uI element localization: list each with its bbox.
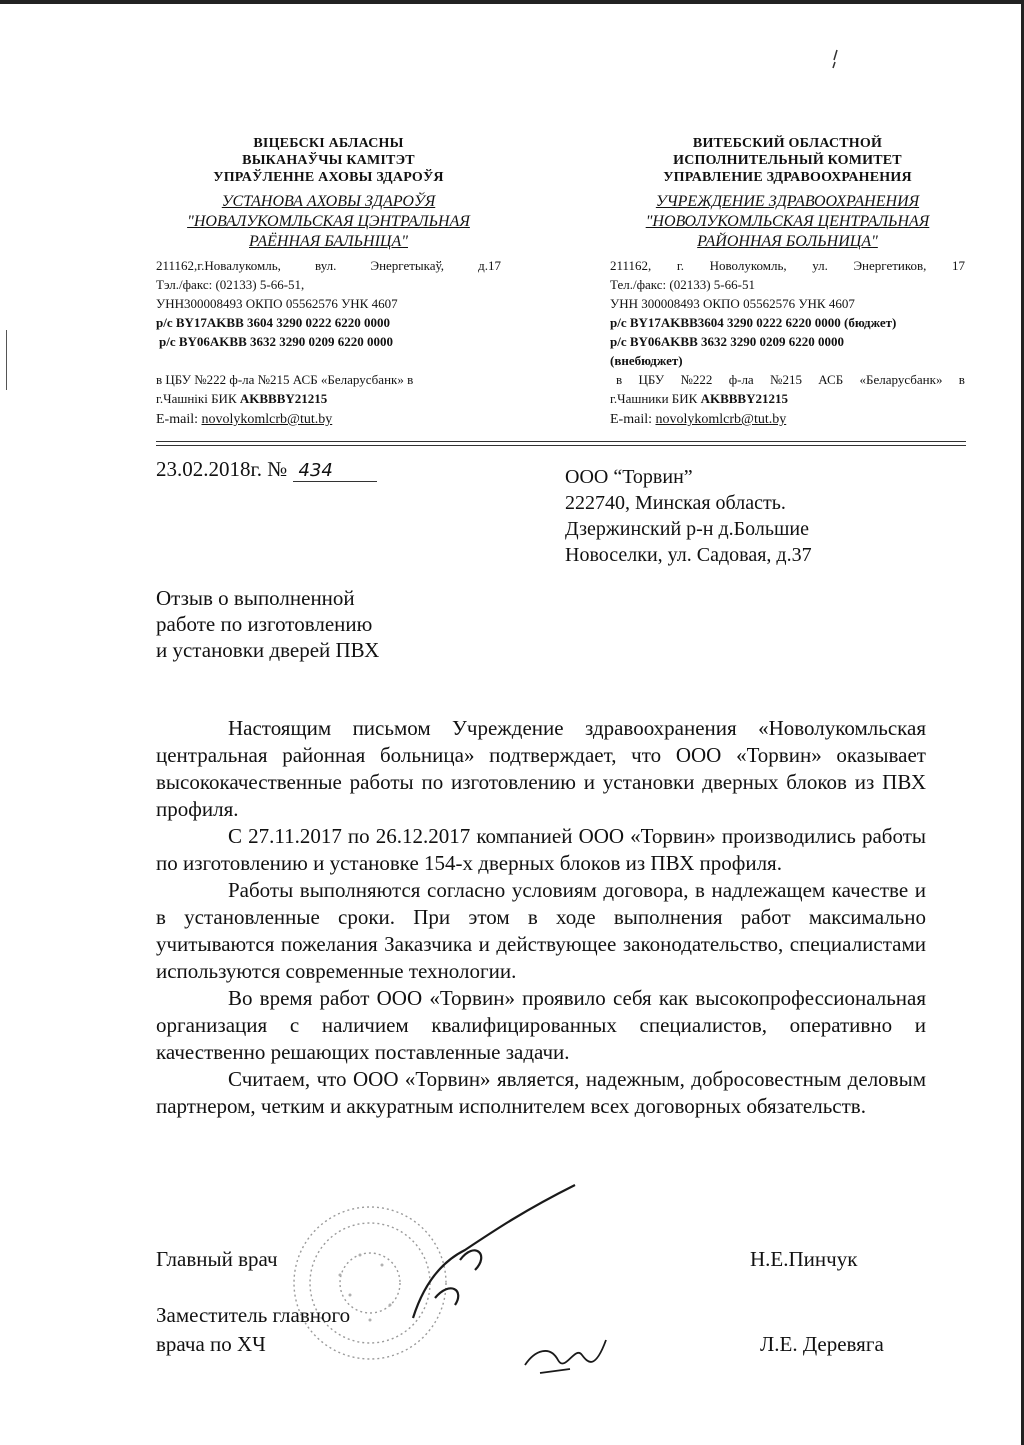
subject-line: работе по изготовлению (156, 612, 373, 636)
letter-date (156, 457, 377, 482)
subject-line: и установки дверей ПВХ (156, 638, 380, 662)
ids-line: УНН 300008493 ОКПО 05562576 УНК 4607 (610, 296, 855, 311)
letter-subject (156, 585, 379, 663)
email-link[interactable]: novolykomlcrb@tut.by (655, 412, 787, 427)
account-line: р/с BY06AKBB 3632 3290 0209 6220 0000 (610, 334, 845, 349)
chief-name: Н.Е.Пинчук (750, 1247, 858, 1271)
letterhead-org (610, 135, 965, 186)
body-paragraph: Во время работ ООО «Торвин» проявило себя как высокопрофессиональная организация с наличием квалифицированных специалистов, оперативно и качественно решающих поставленные задачи. (156, 986, 926, 1064)
bik-line: г.Чашнікі БИК AKBBBY21215 (156, 391, 328, 406)
letterhead-russian (610, 135, 965, 429)
recipient-address (565, 464, 812, 568)
institution-line: "НОВАЛУКОМЛЬСКАЯ ЦЭНТРАЛЬНАЯ (187, 213, 470, 230)
phone-line: Тел./факс: (02133) 5-66-51 (610, 277, 755, 292)
institution-line: УЧРЕЖДЕНИЕ ЗДРАВООХРАНЕНИЯ (655, 193, 920, 210)
bik-line: г.Чашники БИК AKBBBY21215 (610, 391, 788, 406)
header-separator (156, 445, 966, 446)
pen-tick-mark (828, 48, 842, 70)
subject-line: Отзыв о выполненной (156, 586, 355, 610)
letterhead-institution (156, 192, 501, 252)
account-line: р/с BY17AKBB 3604 3290 0222 6220 0000 (156, 315, 391, 330)
bank-line: в ЦБУ №222 ф-ла №215 АСБ «Беларусбанк» в (156, 372, 414, 387)
email-line: E-mail: novolykomlcrb@tut.by (610, 412, 787, 427)
letterhead-institution (610, 192, 965, 252)
date-text: 23.02.2018г. № (156, 457, 288, 481)
letter-number: 434 (293, 460, 377, 482)
chief-signature (405, 1180, 585, 1325)
account-line: р/с BY06AKBB 3632 3290 0209 6220 0000 (159, 334, 394, 349)
bank-line: в ЦБУ №222 ф-ла №215 АСБ «Беларусбанк» в (616, 372, 965, 387)
email-line: E-mail: novolykomlcrb@tut.by (156, 412, 333, 427)
org-line: УПРАЎЛЕННЕ АХОВЫ ЗДАРОЎЯ (213, 170, 444, 185)
address-line: 211162,г.Новалукомль, вул. Энергетыкаў, д.17 (156, 258, 501, 273)
org-line: ВЫКАНАЎЧЫ КАМІТЭТ (242, 153, 415, 168)
body-paragraph: Настоящим письмом Учреждение здравоохранения «Новолукомльская центральная районная больница» подтверждает, что ООО «Торвин» оказывает высококачественные работы по изготовлению и установки дверных блоков из ПВХ профиля. (156, 716, 926, 821)
institution-line: РАЙОННАЯ БОЛЬНИЦА" (697, 233, 878, 250)
account-note: (внебюджет) (610, 353, 683, 368)
letterhead-belarusian (156, 135, 501, 429)
phone-line: Тэл./факс: (02133) 5-66-51, (156, 277, 305, 292)
institution-line: УСТАНОВА АХОВЫ ЗДАРОЎЯ (221, 193, 436, 210)
org-line: УПРАВЛЕНИЕ ЗДРАВООХРАНЕНИЯ (663, 170, 912, 185)
deputy-signature (520, 1335, 610, 1380)
deputy-name: Л.Е. Деревяга (760, 1332, 884, 1356)
letter-body (156, 715, 926, 1120)
recipient-line: ООО “Торвин” (565, 466, 693, 488)
deputy-title: Заместитель главного (156, 1303, 351, 1327)
body-paragraph: Считаем, что ООО «Торвин» является, надежным, добросовестным деловым партнером, четким и аккуратным исполнителем всех договорных обязательств. (156, 1067, 926, 1118)
recipient-line: Дзержинский р-н д.Большие (565, 518, 809, 540)
institution-line: "НОВОЛУКОМЛЬСКАЯ ЦЕНТРАЛЬНАЯ (645, 213, 930, 230)
recipient-line: 222740, Минская область. (565, 492, 786, 514)
scan-top-border (0, 0, 1024, 4)
email-link[interactable]: novolykomlcrb@tut.by (201, 412, 333, 427)
recipient-line: Новоселки, ул. Садовая, д.37 (565, 544, 812, 566)
body-paragraph: С 27.11.2017 по 26.12.2017 компанией ООО «Торвин» производились работы по изготовлению и установке 154-х дверных блоков из ПВХ профиля. (156, 824, 926, 875)
account-line: р/с BY17AKBB3604 3290 0222 6220 0000 (бюджет) (610, 315, 897, 330)
header-separator (156, 441, 966, 442)
address-line: 211162, г. Новолукомль, ул. Энергетиков, 17 (610, 258, 965, 273)
institution-line: РАЁННАЯ БАЛЬНІЦА" (249, 233, 408, 250)
org-line: ИСПОЛНИТЕЛЬНЫЙ КОМИТЕТ (673, 153, 902, 168)
org-line: ВИТЕБСКИЙ ОБЛАСТНОЙ (692, 136, 883, 151)
chief-title: Главный врач (156, 1247, 278, 1271)
ids-line: УНН300008493 ОКПО 05562576 УНК 4607 (156, 296, 398, 311)
deputy-title: врача по ХЧ (156, 1332, 266, 1356)
body-paragraph: Работы выполняются согласно условиям договора, в надлежащем качестве и в установленные сроки. При этом в ходе выполнения работ максимально учитываются пожелания Заказчика и действующее законодательство, специалистами используются современные технологии. (156, 878, 926, 983)
letterhead-org (156, 135, 501, 186)
scan-mark (6, 330, 7, 390)
org-line: ВІЦЕБСКІ АБЛАСНЫ (253, 136, 404, 151)
